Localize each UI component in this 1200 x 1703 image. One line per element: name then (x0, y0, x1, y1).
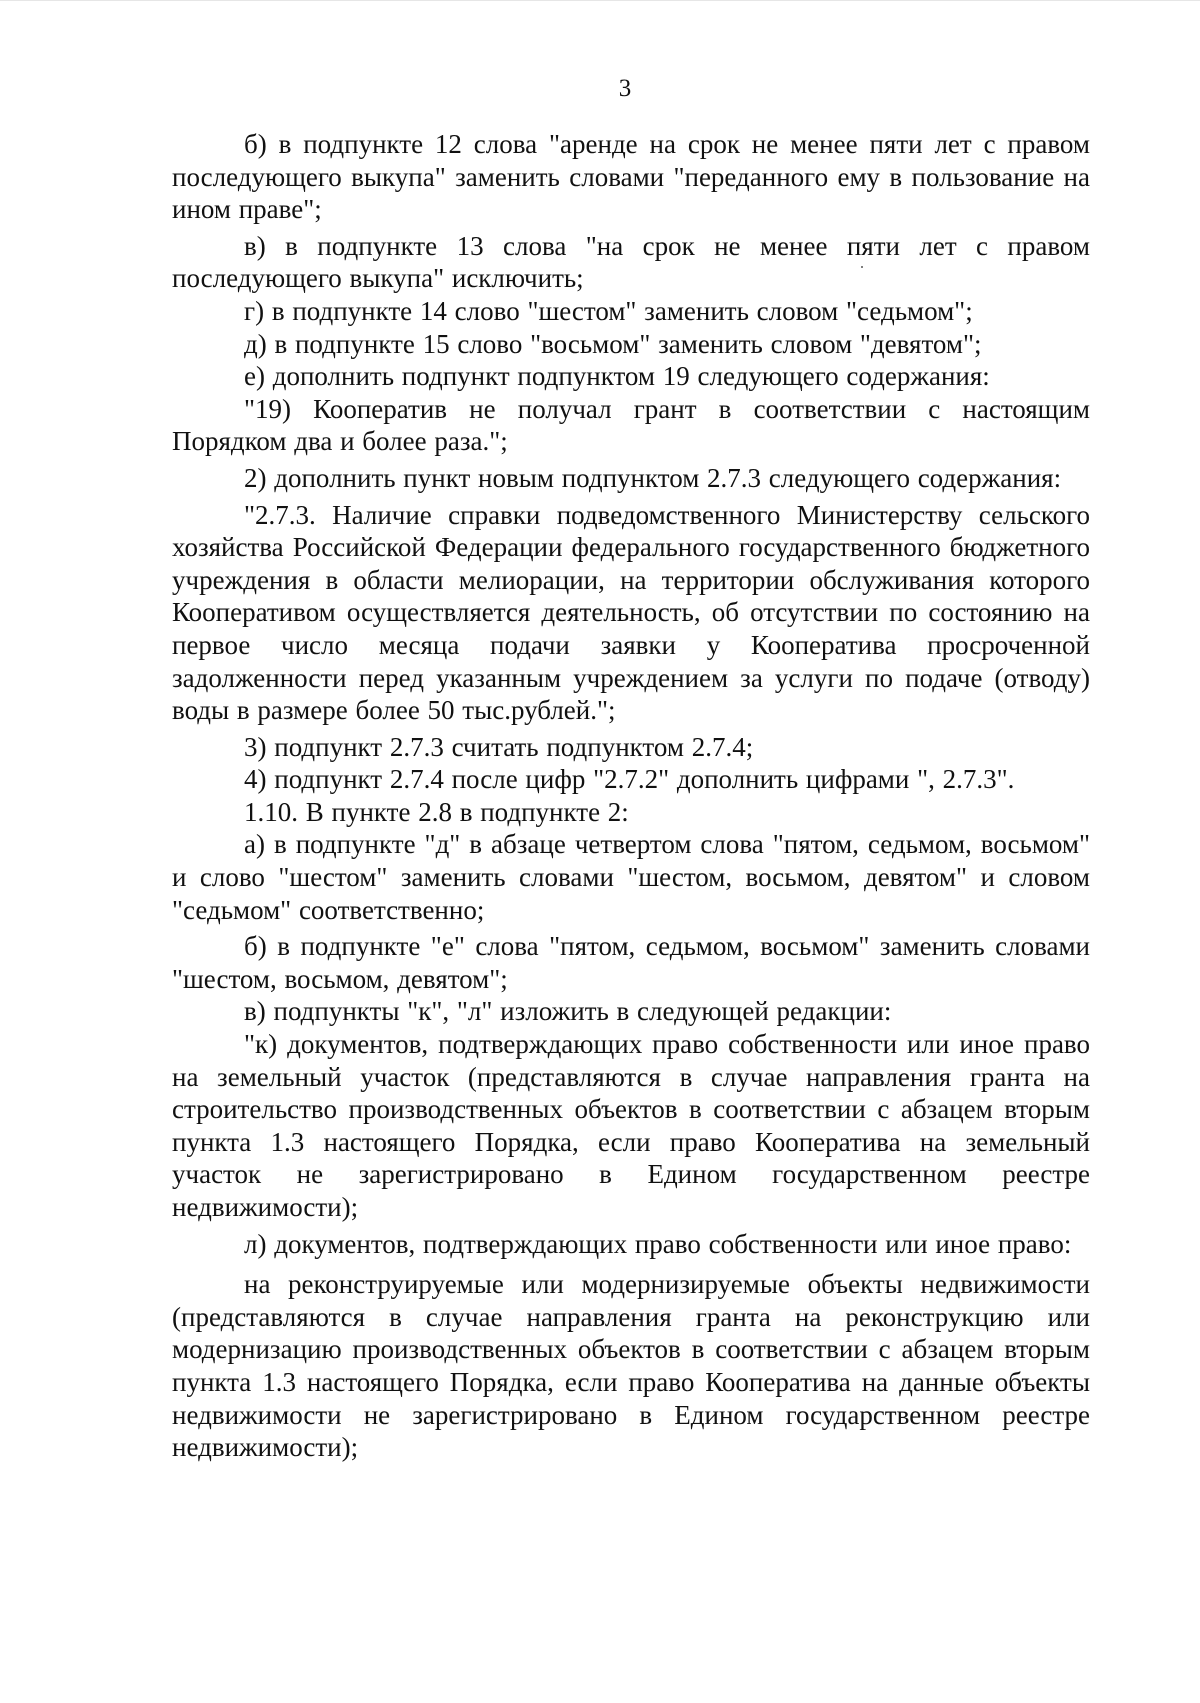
paragraph: 1.10. В пункте 2.8 в подпункте 2: (244, 796, 629, 827)
paragraph: л) документов, подтверждающих право собственности или иное право: (244, 1228, 1072, 1259)
paragraph: 2) дополнить пункт новым подпунктом 2.7.3 следующего содержания: (244, 462, 1062, 493)
paragraph: б) в подпункте "е" слова "пятом, седьмом, восьмом" заменить словами "шестом, восьмом, девятом"; (172, 931, 1090, 994)
paragraph: е) дополнить подпункт подпунктом 19 следующего содержания: (244, 361, 990, 392)
page-number: 3 (618, 75, 632, 102)
paragraph: г) в подпункте 14 слово "шестом" заменить словом "седьмом"; (244, 295, 973, 326)
document-body (172, 128, 1090, 1464)
paragraph: 4) подпункт 2.7.4 после цифр "2.7.2" дополнить цифрами ", 2.7.3". (244, 764, 1015, 795)
paragraph: "к) документов, подтверждающих право собственности или иное право на земельный участок (представляются в случае направления гранта на строительство производственных объектов в соответствии с абзацем вторым пункта 1.3 настоящего Порядка, если право Кооператива на земельный участок не зарегистрировано в Едином государственном реестре недвижимости); (172, 1029, 1090, 1222)
paragraph: "2.7.3. Наличие справки подведомственного Министерству сельского хозяйства Российской Федерации федерального государственного бюджетного учреждения в области мелиорации, на территории обслуживания которого Кооперативом осуществляется деятельность, об отсутствии по состоянию на первое число месяца подачи заявки у Кооператива просроченной задолженности перед указанным учреждением за услуги по подаче (отводу) воды в размере более 50 тыс.рублей."; (172, 499, 1090, 726)
paragraph: а) в подпункте "д" в абзаце четвертом слова "пятом, седьмом, восьмом" и слово "шестом" заменить словами "шестом, восьмом, девятом" и словом "седьмом" соответственно; (172, 829, 1090, 925)
paragraph: д) в подпункте 15 слово "восьмом" заменить словом "девятом"; (244, 328, 982, 359)
scan-speck (861, 266, 863, 268)
paragraph: "19) Кооператив не получал грант в соответствии с настоящим Порядком два и более раза."; (172, 393, 1090, 457)
paragraph: в) подпункты "к", "л" изложить в следующей редакции: (244, 996, 892, 1027)
scan-edge (0, 0, 1200, 1)
paragraph: в) в подпункте 13 слова "на срок не менее пяти лет с правом последующего выкупа" исключить; (172, 230, 1090, 294)
paragraph: 3) подпункт 2.7.3 считать подпунктом 2.7.4; (244, 731, 754, 762)
paragraph: б) в подпункте 12 слова "аренде на срок не менее пяти лет с правом последующего выкупа" заменить словами "переданного ему в пользование на ином праве"; (172, 129, 1090, 225)
paragraph: на реконструируемые или модернизируемые объекты недвижимости (представляются в случае направления гранта на реконструкцию или модернизацию производственных объектов в соответствии с абзацем вторым пункта 1.3 настоящего Порядка, если право Кооператива на данные объекты недвижимости не зарегистрировано в Едином государственном реестре недвижимости); (172, 1269, 1090, 1463)
